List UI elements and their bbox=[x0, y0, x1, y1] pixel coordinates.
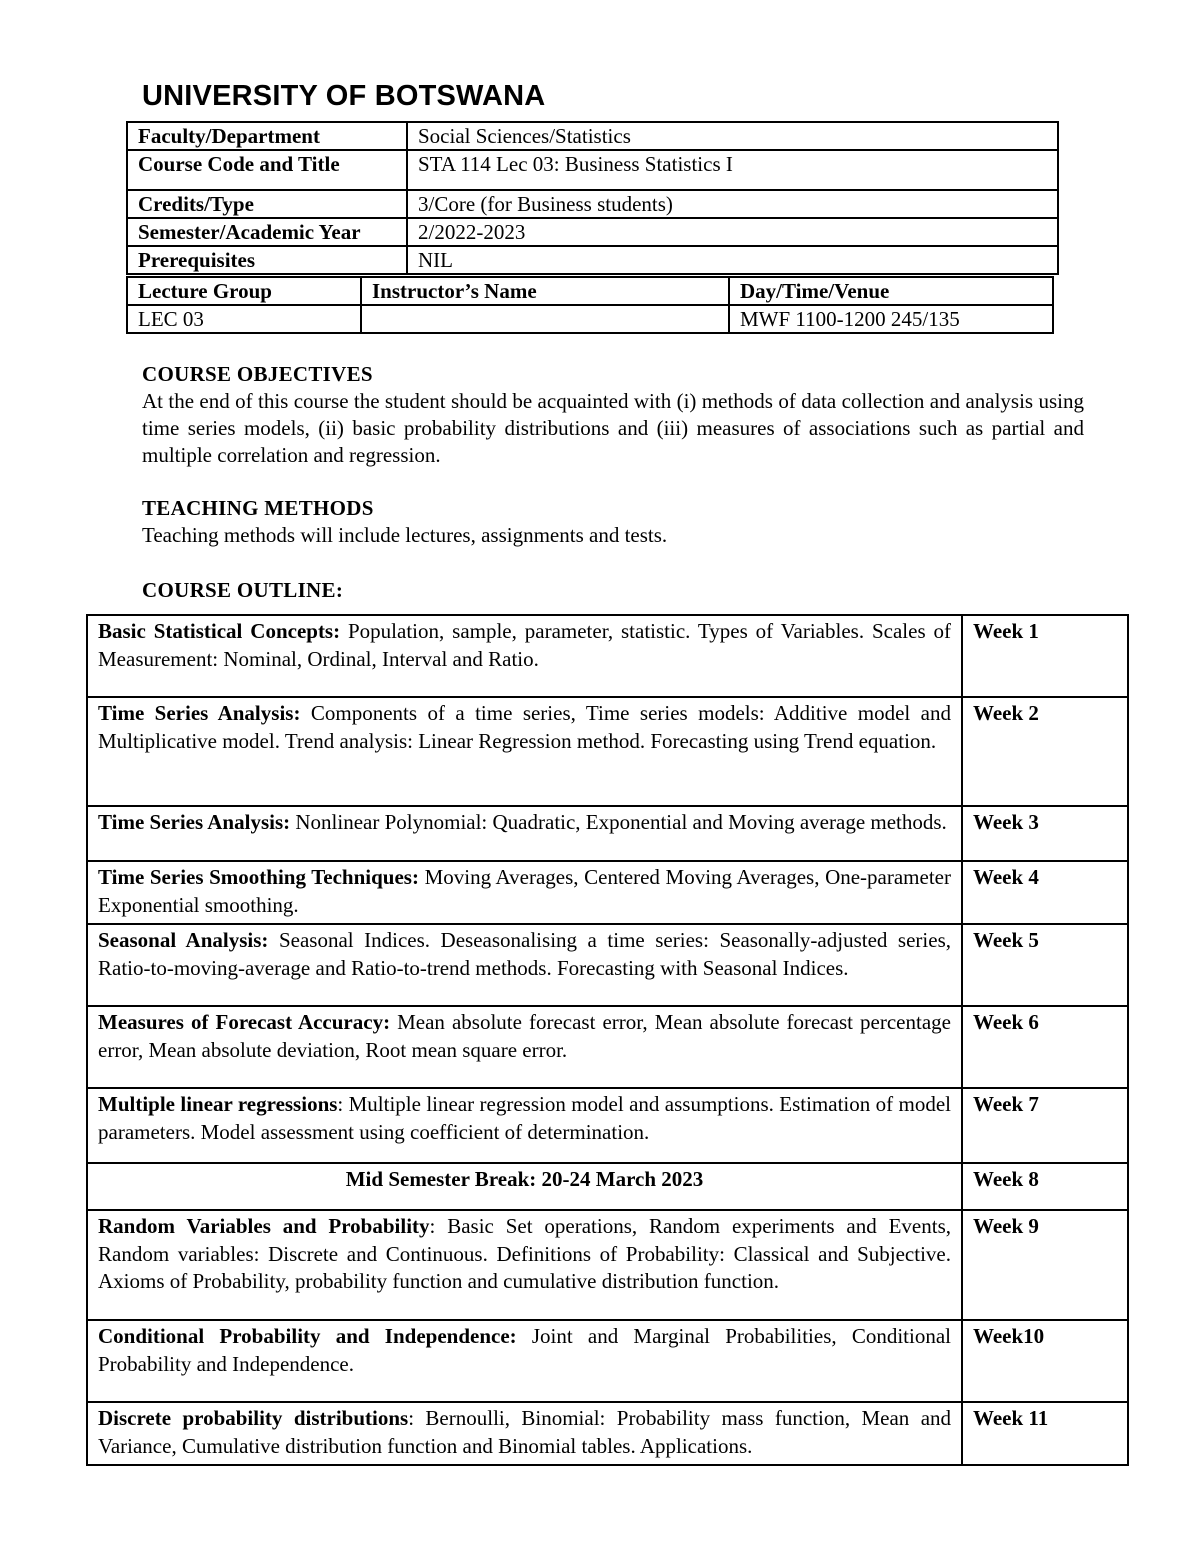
outline-topic bbox=[87, 615, 962, 697]
outline-row bbox=[87, 1320, 1128, 1402]
outline-topic bbox=[87, 1320, 962, 1402]
instructor-header: Instructor’s Name bbox=[361, 277, 729, 305]
info-row-prerequisites bbox=[127, 246, 1058, 274]
info-row-credits bbox=[127, 190, 1058, 218]
topic-text: : Bernoulli, Binomial: Probability mass function, Mean and Variance, Cumulative distribution function and Binomial tables. Applications. bbox=[98, 1406, 952, 1458]
outline-week: Week 2 bbox=[962, 697, 1128, 806]
prerequisites-label: Prerequisites bbox=[127, 246, 407, 274]
topic-text: Population, sample, parameter, statistic. Types of Variables. Scales of Measurement: Nominal, Ordinal, Interval and Ratio. bbox=[98, 619, 951, 671]
outline-week: Week 11 bbox=[962, 1402, 1128, 1465]
venue-value: MWF 1100-1200 245/135 bbox=[729, 305, 1053, 333]
topic-text: Components of a time series, Time series models: Additive model and Multiplicative model. Trend analysis: Linear Regression method. Forecasting using Trend equation. bbox=[98, 701, 951, 753]
faculty-value: Social Sciences/Statistics bbox=[407, 122, 1058, 150]
lecture-group-value: LEC 03 bbox=[127, 305, 361, 333]
instructor-value bbox=[361, 305, 729, 333]
mid-semester-break: Mid Semester Break: 20-24 March 2023 bbox=[87, 1163, 962, 1210]
topic-text: : Basic Set operations, Random experiments and Events, Random variables: Discrete and Continuous. Definitions of Probability: Classical and Subjective. Axioms of Probability, probability function and cumulative distribution function. bbox=[98, 1214, 951, 1293]
outline-topic bbox=[87, 1088, 962, 1163]
topic-text: Moving Averages, Centered Moving Averages, One-parameter Exponential smoothing. bbox=[98, 865, 951, 917]
course-value: STA 114 Lec 03: Business Statistics I bbox=[407, 150, 1058, 190]
outline-row bbox=[87, 924, 1128, 1006]
course-info-table bbox=[126, 121, 1059, 275]
university-title: UNIVERSITY OF BOTSWANA bbox=[142, 80, 546, 112]
semester-value: 2/2022-2023 bbox=[407, 218, 1058, 246]
outline-row bbox=[87, 1006, 1128, 1088]
outline-topic bbox=[87, 1402, 962, 1465]
semester-label: Semester/Academic Year bbox=[127, 218, 407, 246]
topic-text: Joint and Marginal Probabilities, Conditional Probability and Independence. bbox=[98, 1324, 951, 1376]
outline-week: Week 4 bbox=[962, 861, 1128, 924]
outline-row bbox=[87, 1402, 1128, 1465]
faculty-label: Faculty/Department bbox=[127, 122, 407, 150]
info-row-semester bbox=[127, 218, 1058, 246]
outline-week: Week 1 bbox=[962, 615, 1128, 697]
outline-row bbox=[87, 1210, 1128, 1320]
objectives-heading: COURSE OBJECTIVES bbox=[142, 362, 373, 386]
outline-topic bbox=[87, 861, 962, 924]
outline-week: Week 5 bbox=[962, 924, 1128, 1006]
outline-row bbox=[87, 806, 1128, 861]
topic-text: Mean absolute forecast error, Mean absolute forecast percentage error, Mean absolute deviation, Root mean square error. bbox=[98, 1010, 951, 1062]
topic-title: Random Variables and Probability bbox=[98, 1214, 430, 1238]
teaching-heading: TEACHING METHODS bbox=[142, 496, 374, 520]
topic-title: Multiple linear regressions bbox=[98, 1092, 338, 1116]
topic-text: Seasonal Indices. Deseasonalising a time series: Seasonally-adjusted series, Ratio-to-moving-average and Ratio-to-trend methods. Forecasting with Seasonal Indices. bbox=[98, 928, 951, 980]
topic-text: : Multiple linear regression model and assumptions. Estimation of model parameters. Model assessment using coefficient of determination. bbox=[98, 1092, 951, 1144]
outline-section bbox=[142, 577, 1084, 604]
outline-row bbox=[87, 861, 1128, 924]
outline-week: Week 9 bbox=[962, 1210, 1128, 1320]
outline-week: Week 8 bbox=[962, 1163, 1128, 1210]
outline-week: Week10 bbox=[962, 1320, 1128, 1402]
credits-value: 3/Core (for Business students) bbox=[407, 190, 1058, 218]
outline-row-break bbox=[87, 1163, 1128, 1210]
course-label: Course Code and Title bbox=[127, 150, 407, 190]
outline-topic bbox=[87, 1006, 962, 1088]
objectives-section bbox=[142, 361, 1084, 469]
outline-topic bbox=[87, 697, 962, 806]
topic-title: Seasonal Analysis: bbox=[98, 928, 269, 952]
outline-topic bbox=[87, 1210, 962, 1320]
topic-title: Conditional Probability and Independence: bbox=[98, 1324, 517, 1348]
lecture-group-header: Lecture Group bbox=[127, 277, 361, 305]
outline-topic bbox=[87, 924, 962, 1006]
objectives-text: At the end of this course the student should be acquainted with (i) methods of data collection and analysis using time series models, (ii) basic probability distributions and (iii) measures of associations such as partial and multiple correlation and regression. bbox=[142, 389, 1084, 467]
outline-week: Week 3 bbox=[962, 806, 1128, 861]
venue-header: Day/Time/Venue bbox=[729, 277, 1053, 305]
teaching-text: Teaching methods will include lectures, assignments and tests. bbox=[142, 523, 668, 547]
topic-title: Time Series Smoothing Techniques: bbox=[98, 865, 419, 889]
teaching-section bbox=[142, 495, 1084, 549]
outline-row bbox=[87, 1088, 1128, 1163]
outline-row bbox=[87, 615, 1128, 697]
topic-title: Basic Statistical Concepts: bbox=[98, 619, 341, 643]
lecture-header-row bbox=[127, 277, 1053, 305]
course-outline-table bbox=[86, 614, 1129, 1466]
outline-week: Week 6 bbox=[962, 1006, 1128, 1088]
outline-heading: COURSE OUTLINE: bbox=[142, 578, 344, 602]
info-row-faculty bbox=[127, 122, 1058, 150]
lecture-table bbox=[126, 276, 1054, 334]
outline-week: Week 7 bbox=[962, 1088, 1128, 1163]
topic-title: Time Series Analysis: bbox=[98, 701, 301, 725]
info-row-course bbox=[127, 150, 1058, 190]
topic-title: Time Series Analysis: bbox=[98, 810, 291, 834]
outline-topic bbox=[87, 806, 962, 861]
lecture-data-row bbox=[127, 305, 1053, 333]
outline-row bbox=[87, 697, 1128, 806]
credits-label: Credits/Type bbox=[127, 190, 407, 218]
topic-text: Nonlinear Polynomial: Quadratic, Exponential and Moving average methods. bbox=[290, 810, 947, 834]
prerequisites-value: NIL bbox=[407, 246, 1058, 274]
topic-title: Measures of Forecast Accuracy: bbox=[98, 1010, 391, 1034]
topic-title: Discrete probability distributions bbox=[98, 1406, 409, 1430]
